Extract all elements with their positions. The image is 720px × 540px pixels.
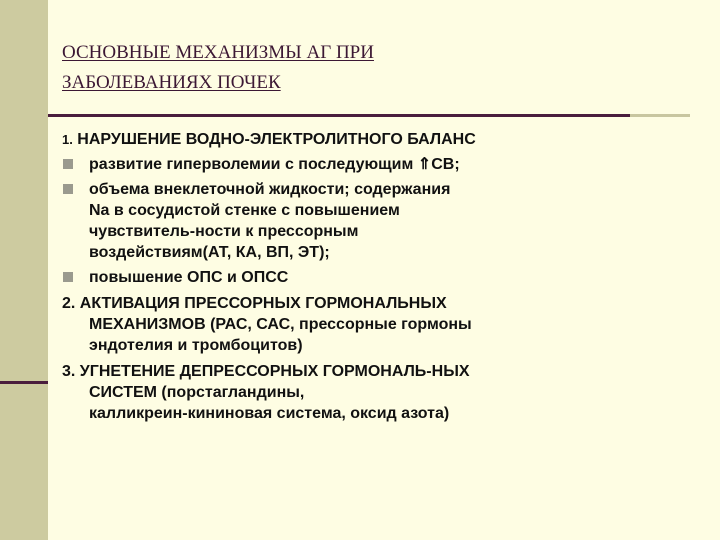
section-1-number: 1.: [62, 132, 73, 147]
bullet-3-text: повышение ОПС и ОПСС: [89, 269, 289, 286]
bullet-2-line-3: чувствитель-ности к прессорным: [89, 223, 359, 240]
sidebar-divider-line: [0, 381, 48, 384]
bullet-2-line-1-text: объема внеклеточной жидкости;: [89, 181, 355, 198]
left-decorative-bar: [0, 0, 48, 540]
bullet-2-line-1b-text: содержания: [354, 181, 451, 198]
section-1-heading: [62, 128, 672, 150]
square-bullet-icon: [63, 272, 73, 282]
title-divider-line-accent: [630, 114, 690, 117]
square-bullet-icon: [63, 184, 73, 194]
section-1-heading-text: НАРУШЕНИЕ ВОДНО-ЭЛЕКТРОЛИТНОГО БАЛАНС: [72, 131, 476, 148]
section-3-line-2: СИСТЕМ (порстагландины,: [89, 384, 305, 401]
section-3-line-3: калликреин-кининовая система, оксид азота): [89, 405, 450, 422]
bullet-item-2: [62, 179, 672, 263]
bullet-item-1: [62, 154, 672, 175]
bullet-2-line-1: [89, 179, 672, 200]
slide-title-line-2: ЗАБОЛЕВАНИЯХ ПОЧЕК: [62, 72, 281, 93]
bullet-2-line-4: воздействиям(АТ, КА, ВП, ЭТ);: [89, 244, 330, 261]
section-2-line-2: МЕХАНИЗМОВ (РАС, САС, прессорные гормоны: [89, 316, 472, 333]
slide-title-line-1: ОСНОВНЫЕ МЕХАНИЗМЫ АГ ПРИ: [62, 42, 374, 63]
section-2-line-3: эндотелия и тромбоцитов): [89, 337, 303, 354]
title-divider-line: [48, 114, 630, 117]
slide-title: [62, 38, 622, 98]
square-bullet-icon: [63, 159, 73, 169]
section-3-line-1: 3. УГНЕТЕНИЕ ДЕПРЕССОРНЫХ ГОРМОНАЛЬ-НЫХ: [62, 363, 470, 380]
section-2: [62, 293, 672, 356]
up-arrow-icon: ⇑: [417, 156, 432, 173]
bullet-2-line-2: Na в сосудистой стенке с повышением: [89, 202, 400, 219]
section-3: [62, 361, 672, 424]
bullet-1-text-a: развитие гиперволемии с последующим: [89, 156, 418, 173]
slide-body: [62, 128, 672, 424]
section-2-line-1: 2. АКТИВАЦИЯ ПРЕССОРНЫХ ГОРМОНАЛЬНЫХ: [62, 295, 447, 312]
bullet-1-text-b: СВ;: [431, 156, 460, 173]
bullet-item-3: [62, 267, 672, 288]
